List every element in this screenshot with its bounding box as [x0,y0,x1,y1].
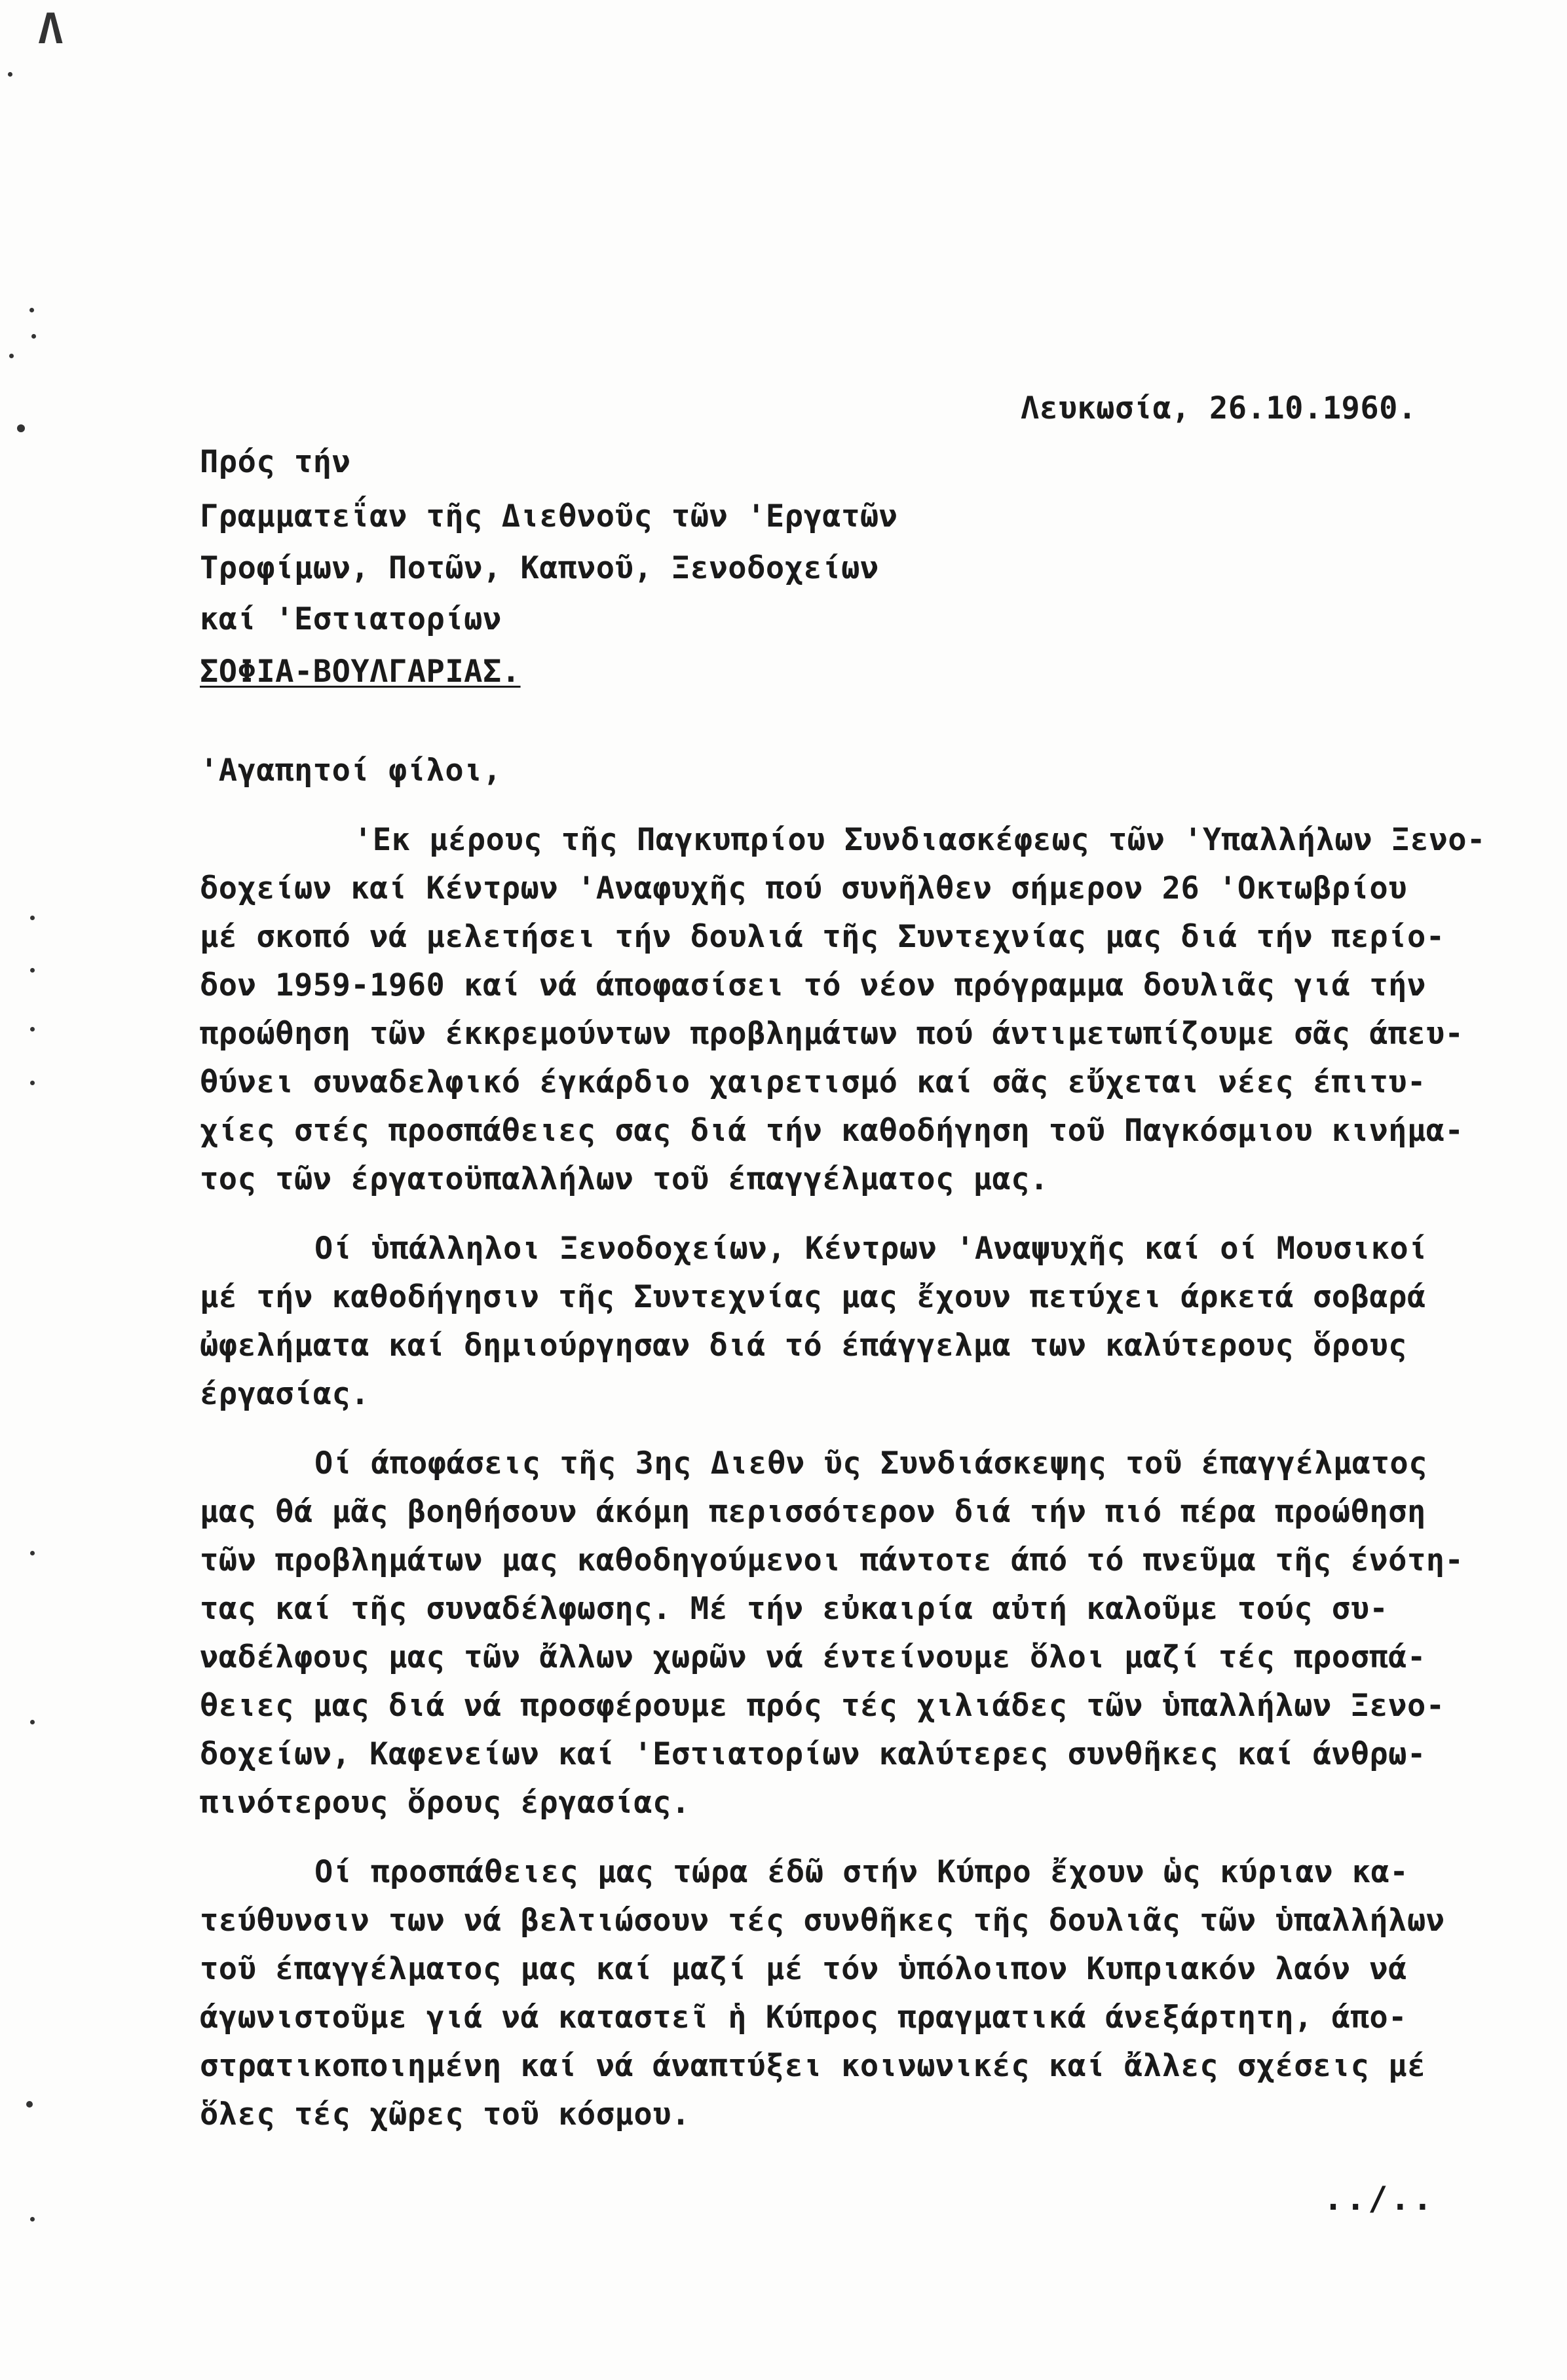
addressee-line: Γραμματεΐαν τῆς Διεθνοῦς τῶν 'Εργατῶν [200,498,898,534]
margin-speck [29,308,34,312]
paragraph-line: θειες μας διά νά προσφέρουμε πρός τές χιλιάδες τῶν ὑπαλλήλων Ξενο- [200,1688,1445,1724]
paragraph-line: μέ τήν καθοδήγησιν τῆς Συντεχνίας μας ἔχουν πετύχει άρκετά σοβαρά [200,1279,1426,1315]
paragraph-line: ὠφελήματα καί δημιούργησαν διά τό έπάγγελμα των καλύτερους ὅρους [200,1328,1407,1364]
continuation-mark: ../.. [1323,2180,1435,2218]
paragraph-line: Οί προσπάθειες μας τώρα έδῶ στήν Κύπρο ἔχουν ὡς κύριαν κα- [314,1854,1409,1890]
margin-speck [31,334,36,339]
addressee-line: Τροφίμων, Ποτῶν, Καπνοῦ, Ξενοδοχείων [200,550,879,586]
paragraph-line: ναδέλφους μας τῶν ἄλλων χωρῶν νά έντείνουμε ὅλοι μαζί τές προσπά- [200,1639,1426,1675]
paragraph-line: θύνει συναδελφικό έγκάρδιο χαιρετισμό καί σᾶς εὔχεται νέες έπιτυ- [200,1064,1426,1100]
paragraph-line: τεύθυνσιν των νά βελτιώσουν τές συνθῆκες τῆς δουλιᾶς τῶν ὑπαλλήλων [200,1903,1445,1939]
paragraph-line: άγωνιστοῦμε γιά νά καταστεῖ ἡ Κύπρος πραγματικά άνεξάρτητη, άπο- [200,1999,1407,2036]
paragraph-line: δον 1959-1960 καί νά άποφασίσει τό νέον πρόγραμμα δουλιᾶς γιά τήν [200,967,1426,1003]
paragraph-line: στρατικοποιημένη καί νά άναπτύξει κοινωνικές καί ἄλλες σχέσεις μέ [200,2048,1426,2084]
corner-mark: Λ [38,5,64,54]
paragraph-line: πινότερους ὅρους έργασίας. [200,1785,690,1821]
paragraph-line: μέ σκοπό νά μελετήσει τήν δουλιά τῆς Συντεχνίας μας διά τήν περίο- [200,919,1445,955]
margin-speck [30,1720,35,1724]
margin-speck [30,968,35,973]
margin-speck [30,1027,35,1032]
margin-speck [30,916,35,920]
paragraph-line: 'Εκ μέρους τῆς Παγκυπρίου Συνδιασκέφεως τῶν 'Υπαλλήλων Ξενο- [354,822,1486,858]
margin-speck [30,1551,35,1555]
paragraph-line: τῶν προβλημάτων μας καθοδηγούμενοι πάντοτε άπό τό πνεῦμα τῆς ένότη- [200,1542,1464,1578]
paragraph-line: χίες στές προσπάθειες σας διά τήν καθοδήγηση τοῦ Παγκόσμιου κινήμα- [200,1113,1464,1149]
addressee-line: καί 'Εστιατορίων [200,601,502,637]
margin-speck [9,354,14,358]
paragraph-line: προώθηση τῶν έκκρεμούντων προβλημάτων πού άντιμετωπίζουμε σᾶς άπευ- [200,1016,1464,1052]
paragraph-line: έργασίας. [200,1376,370,1412]
paragraph-line: τας καί τῆς συναδέλφωσης. Μέ τήν εὐκαιρία αὐτή καλοῦμε τούς συ- [200,1591,1389,1627]
margin-speck [17,424,25,432]
addressee-city: ΣΟΦΙΑ-ΒΟΥΛΓΑΡΙΑΣ. [200,654,521,690]
addressee-line: Πρός τήν [200,444,351,480]
paragraph-line: Οί άποφάσεις τῆς 3ης Διεθν ῦς Συνδιάσκεψης τοῦ έπαγγέλματος [314,1445,1427,1481]
margin-speck [30,1081,35,1085]
margin-speck [26,2101,33,2108]
margin-speck [30,2217,35,2222]
paragraph-line: τοῦ έπαγγέλματος μας καί μαζί μέ τόν ὑπόλοιπον Κυπριακόν λαόν νά [200,1951,1407,1987]
paragraph-line: Οί ὑπάλληλοι Ξενοδοχείων, Κέντρων 'Αναψυχῆς καί οί Μουσικοί [314,1231,1427,1267]
salutation: 'Αγαπητοί φίλοι, [200,753,502,789]
paragraph-line: δοχείων καί Κέντρων 'Αναφυχῆς πού συνῆλθεν σήμερον 26 'Οκτωβρίου [200,870,1407,906]
paragraph-line: δοχείων, Καφενείων καί 'Εστιατορίων καλύτερες συνθῆκες καί άνθρω- [200,1736,1426,1772]
letter-date: Λευκωσία, 26.10.1960. [1021,390,1417,426]
paragraph-line: μας θά μᾶς βοηθήσουν άκόμη περισσότερον διά τήν πιό πέρα προώθηση [200,1494,1426,1530]
paragraph-line: τος τῶν έργατοϋπαλλήλων τοῦ έπαγγέλματος μας. [200,1161,1049,1197]
margin-speck [8,72,12,77]
paragraph-line: ὅλες τές χῶρες τοῦ κόσμου. [200,2096,690,2132]
